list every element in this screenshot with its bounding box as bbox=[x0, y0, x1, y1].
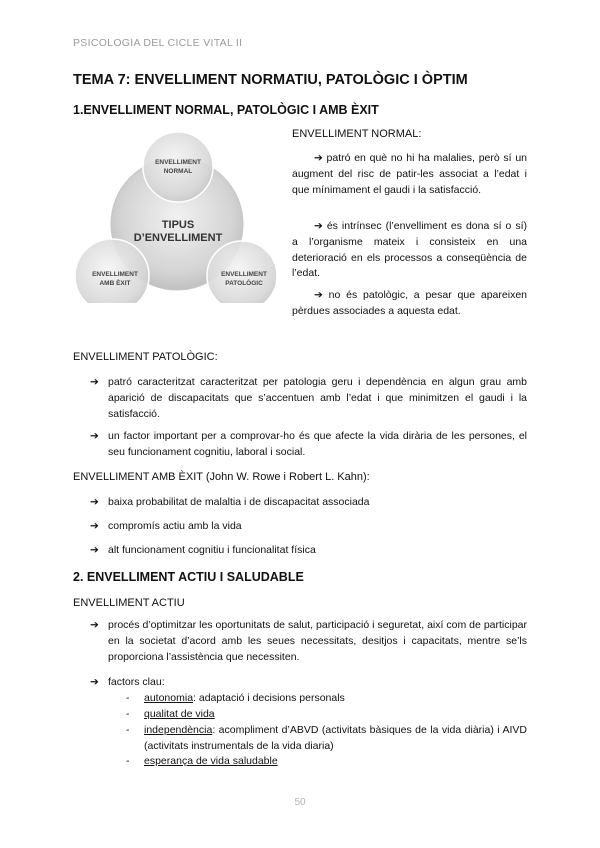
arrow-bullet: ➔ bbox=[90, 430, 99, 443]
center-label-1: TIPUS bbox=[161, 219, 195, 231]
factors-list bbox=[126, 691, 527, 770]
actiu-list bbox=[90, 618, 527, 770]
factor-item-2: - qualitat de vida bbox=[126, 707, 215, 720]
actiu-item-2: ➔ factors clau: - autonomia: adaptació i decisions personals - qualitat de vida - independència: acompliment d’ABVD (activitats bàsiques de la vida diària) i AIVD (activitats instrumentals de la vida diaria) - esperança de vida saludable bbox=[90, 675, 527, 770]
running-header: PSICOLOGIA DEL CICLE VITAL II bbox=[73, 37, 243, 49]
arrow-bullet: ➔ bbox=[90, 519, 99, 532]
exit-list bbox=[90, 495, 527, 558]
patologic-item-1: ➔ patró caracteritzat caracteritzat per patologia geru i dependència en algun grau amb aparició de discapacitats que s’accentuen amb l’edat i que minimitzen el gaudi i la satisfacció. bbox=[90, 376, 527, 420]
exit-item-1: ➔ baixa probabilitat de malaltia i de discapacitat associada bbox=[90, 495, 527, 511]
normal-item-3: ➔ no és patològic, a pesar que apareixen pèrdues associades a aquesta edat. bbox=[292, 289, 527, 317]
normal-item-2: ➔ és intrínsec (l’envelliment es dona sí o sí) a l’organisme mateix i consisteix en una deterioració en els processos a conseqüència de l’edat. bbox=[292, 220, 527, 280]
page-number: 50 bbox=[294, 797, 306, 808]
left-label-1: ENVELLIMENT bbox=[92, 271, 138, 278]
actiu-label: ENVELLIMENT ACTIU bbox=[73, 597, 185, 609]
left-label-2: AMB ÈXIT bbox=[99, 280, 131, 287]
patologic-label: ENVELLIMENT PATOLÒGIC: bbox=[73, 351, 218, 363]
arrow-bullet: ➔ bbox=[90, 619, 99, 631]
aging-types-diagram bbox=[75, 128, 280, 303]
top-circle bbox=[143, 132, 213, 202]
section-1-heading: 1.ENVELLIMENT NORMAL, PATOLÒGIC I AMB ÈXIT bbox=[73, 103, 379, 117]
arrow-bullet: ➔ bbox=[90, 543, 99, 556]
patologic-list bbox=[90, 375, 527, 461]
section-2-heading: 2. ENVELLIMENT ACTIU I SALUDABLE bbox=[73, 570, 304, 584]
exit-item-3: ➔ alt funcionament cognitiu i funcionalitat física bbox=[90, 543, 527, 559]
center-label-2: D’ENVELLIMENT bbox=[133, 232, 223, 244]
exit-item-2: ➔ compromís actiu amb la vida bbox=[90, 519, 527, 535]
arrow-bullet: ➔ bbox=[90, 376, 99, 388]
factor-item-1: - autonomia: adaptació i decisions personals bbox=[126, 692, 345, 705]
exit-label: ENVELLIMENT AMB ÈXIT (John W. Rowe i Robert L. Kahn): bbox=[73, 471, 370, 483]
factor-item-4: - esperança de vida saludable bbox=[126, 755, 278, 768]
actiu-item-1: ➔ procés d’optimitzar les oportunitats de salut, participació i seguretat, així com de participar en la societat d’acord amb les seues necessitats, desitjos i capacitats, mentre se’ls proporciona l’assistència que necessiten. bbox=[90, 619, 527, 663]
right-label-2: PATOLÒGIC bbox=[225, 280, 263, 287]
right-label-1: ENVELLIMENT bbox=[221, 271, 267, 278]
arrow-bullet: ➔ bbox=[90, 676, 99, 689]
arrow-bullet: ➔ bbox=[90, 496, 99, 508]
top-label-1: ENVELLIMENT bbox=[155, 159, 201, 166]
normal-item-1: ➔ patró en què no hi ha malalies, però sí un augment del risc de patir-les associat a l’edat i que mínimament el gaudi i la satisfacció. bbox=[292, 152, 527, 196]
page-title: TEMA 7: ENVELLIMENT NORMATIU, PATOLÒGIC I ÒPTIM bbox=[73, 72, 468, 88]
patologic-item-2: ➔ un factor important per a comprovar-ho és que afecte la vida dirària de les persones, el seu funcionament cognitiu, laboral i social. bbox=[90, 430, 527, 459]
top-label-2: NORMAL bbox=[163, 168, 193, 175]
normal-label: ENVELLIMENT NORMAL: bbox=[292, 128, 422, 140]
factor-item-3: - independència: acompliment d’ABVD (activitats bàsiques de la vida diària) i AIVD (activitats instrumentals de la vida diaria) bbox=[126, 723, 527, 752]
